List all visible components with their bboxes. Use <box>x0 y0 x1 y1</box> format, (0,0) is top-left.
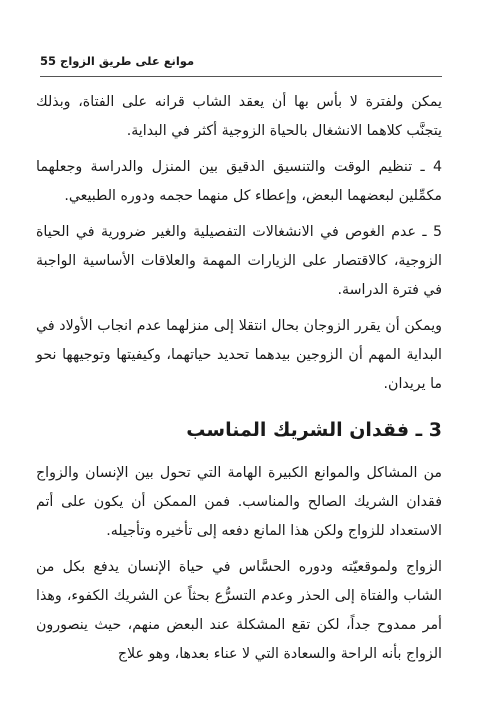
page-number: 55 <box>40 54 57 68</box>
list-item-4: 4 ـ تنظيم الوقت والتنسيق الدقيق بين المنزل والدراسة وجعلهما مكمِّلين لبعضهما البعض، وإعطاء كل منهما حجمه ودوره الطبيعي. <box>36 159 442 204</box>
running-header <box>40 50 442 72</box>
running-title: موانع على طريق الزواج <box>60 54 195 68</box>
paragraph: ويمكن أن يقرر الزوجان بحال انتقلا إلى منزلهما عدم انجاب الأولاد في البداية المهم أن الزوجين بيدهما تحديد حياتهما، وكيفيتها وتوجيهها نحو ما يريدان. <box>36 318 442 392</box>
paragraph: الزواج ولموقعيّته ودوره الحسَّاس في حياة الإنسان يدفع بكل من الشاب والفتاة إلى الحذر وعدم التسرُّع بحثاً عن الشريك الكفوء، وهذا أمر ممدوح جداً، لكن تقع المشكلة عند البعض منهم، حيث ينصورون الزواج بأنه الراحة والسعادة التي لا عناء بعدها، وهو علاج <box>36 559 442 662</box>
paragraph: يمكن ولفترة لا بأس بها أن يعقد الشاب قرانه على الفتاة، وبذلك يتجنَّب كلاهما الانشغال بالحياة الزوجية أكثر في البداية. <box>36 94 442 139</box>
section-heading: 3 ـ فقدان الشريك المناسب <box>186 419 442 441</box>
running-header-line <box>40 50 194 72</box>
list-item-5: 5 ـ عدم الغوص في الانشغالات التفصيلية والغير ضرورية في الحياة الزوجية، كالاقتصار على الزيارات المهمة والعلاقات الأساسية الواجبة في فترة الدراسة. <box>36 224 442 298</box>
body-text <box>36 88 442 676</box>
header-divider <box>40 76 442 77</box>
paragraph: من المشاكل والموانع الكبيرة الهامة التي تحول بين الإنسان والزواج فقدان الشريك الصالح والمناسب. فمن الممكن أن يكون على أتم الاستعداد للزواج ولكن هذا المانع دفعه إلى تأخيره وتأجيله. <box>36 465 442 539</box>
